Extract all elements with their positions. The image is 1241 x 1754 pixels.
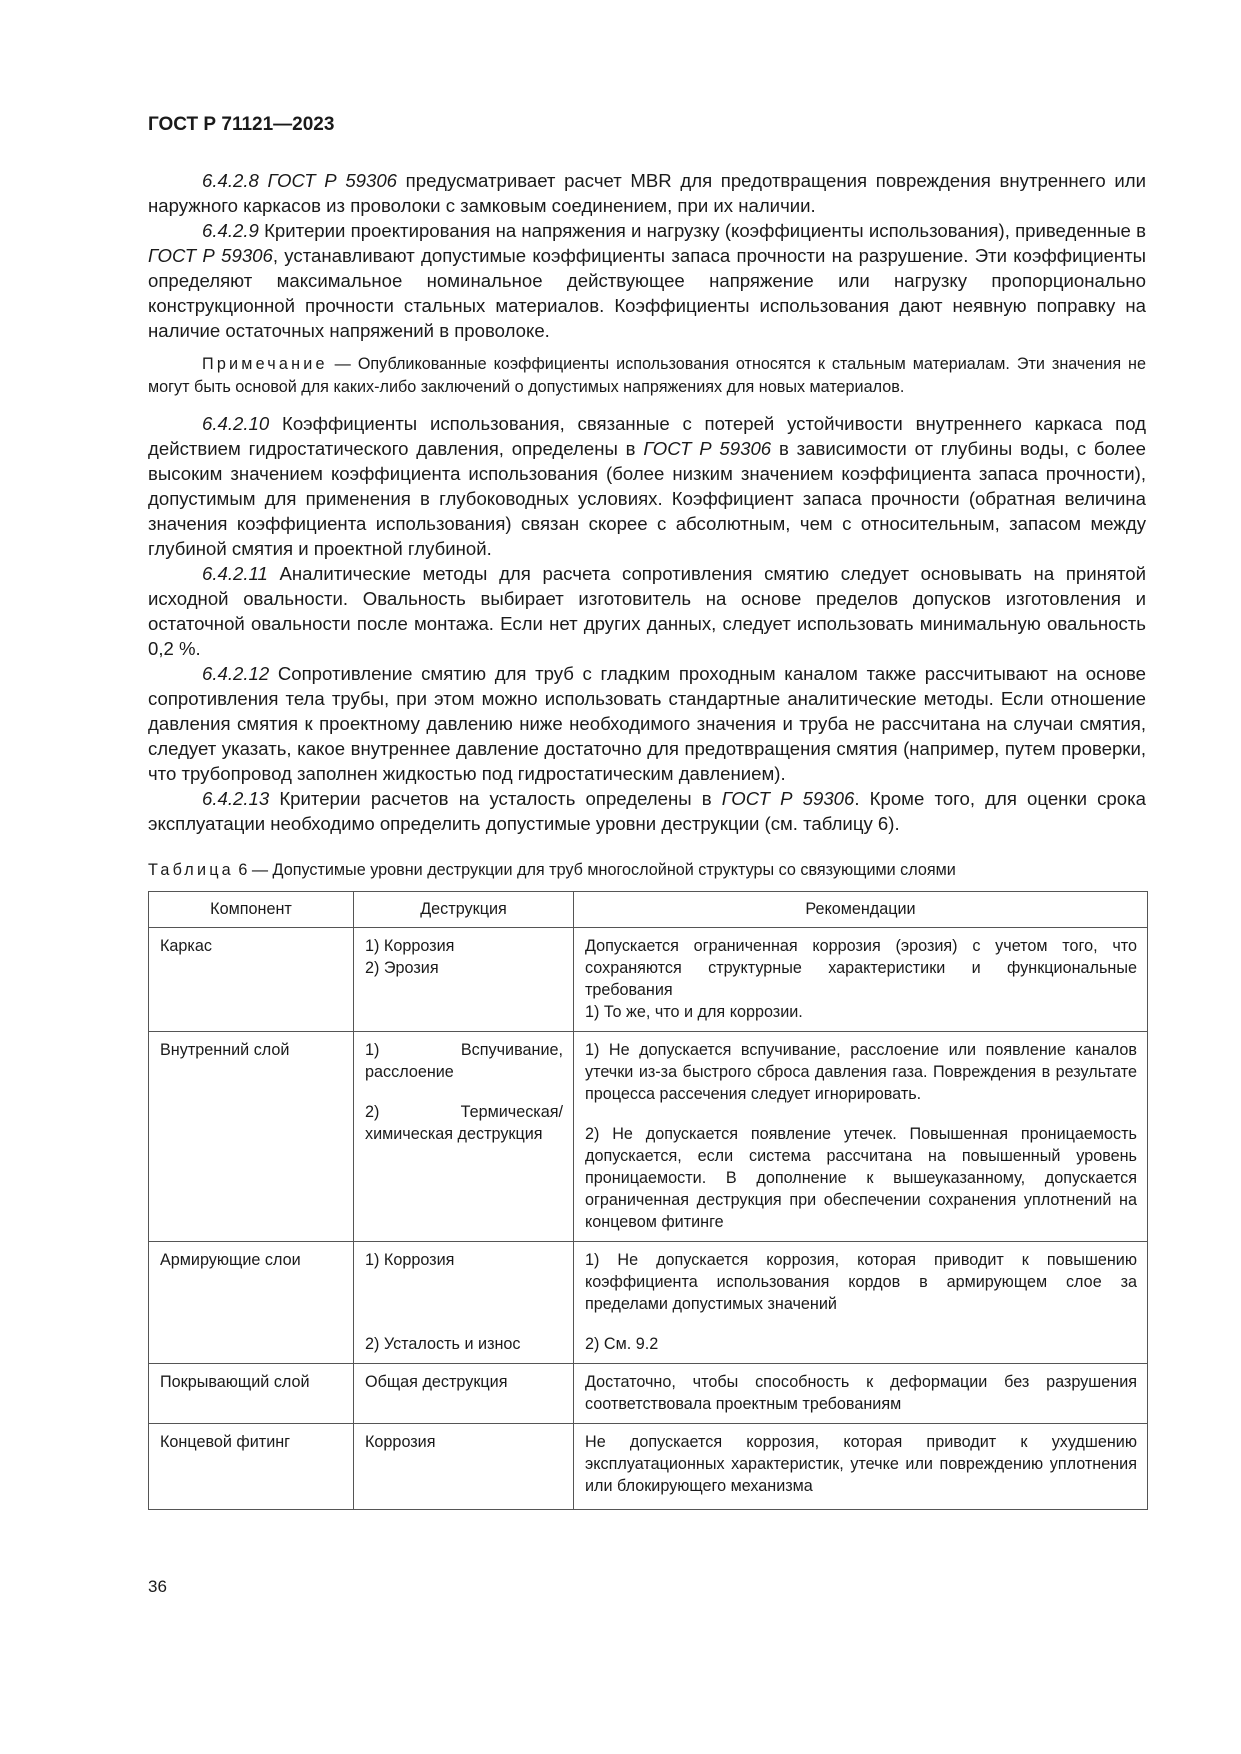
table-row (149, 1242, 1148, 1364)
degradation-cell: Коррозия (354, 1424, 574, 1510)
clause-6-4-2-11 (148, 561, 1146, 661)
clause-number: 6.4.2.12 (202, 663, 270, 684)
table-row (149, 928, 1148, 1032)
table-row (149, 1424, 1148, 1510)
table-caption-text: 6 — Допустимые уровни деструкции для труб многослойной структуры со связующими слоями (233, 861, 956, 879)
note-text: — Опубликованные коэффициенты использования относятся к стальным материалам. Эти значения не могут быть основой для каких-либо заключений о допустимых напряжениях для новых материалов. (148, 355, 1146, 396)
page-number: 36 (148, 1577, 167, 1596)
clause-6-4-2-12 (148, 661, 1146, 786)
clause-text: , устанавливают допустимые коэффициенты запаса прочности на разрушение. Эти коэффициенты определяют максимальное номинальное действующее напряжение или нагрузку пропорционально конструкционной прочности стальных материалов. Коэффициенты использования дают неявную поправку на наличие остаточных напряжений в проволоке. (148, 245, 1146, 341)
note-label: Примечание (202, 355, 328, 373)
degradation-cell: 1) Коррозия 2) Эрозия (354, 928, 574, 1032)
component-cell: Покрывающий слой (149, 1364, 354, 1424)
standard-reference: ГОСТ Р 59306 (267, 170, 398, 191)
component-cell: Армирующие слои (149, 1242, 354, 1364)
recommendation-cell: Допускается ограниченная коррозия (эрозия) с учетом того, что сохраняются структурные характеристики и функциональные требования 1) То же, что и для коррозии. (574, 928, 1148, 1032)
clause-number: 6.4.2.8 (202, 170, 259, 191)
clause-text: Сопротивление смятию для труб с гладким проходным каналом также рассчитывают на основе сопротивления тела трубы, при этом можно использовать стандартные аналитические методы. Если отношение давления смятия к проектному давлению ниже необходимого значения и труба не рассчитана на случаи смятия, следует указать, какое внутреннее давление достаточно для предотвращения смятия (например, путем проверки, что трубопровод заполнен жидкостью под гидростатическим давлением). (148, 663, 1146, 784)
component-cell: Внутренний слой (149, 1032, 354, 1242)
column-header: Компонент (149, 892, 354, 928)
clause-text: Критерии расчетов на усталость определены в (269, 788, 722, 809)
column-header: Рекомендации (574, 892, 1148, 928)
clause-text: Коэффициенты использования, связанные с потерей устойчивости внутреннего каркаса под действием гидростатического давления, определены в (148, 413, 1146, 459)
recommendation-cell: 1) Не допускается коррозия, которая приводит к повышению коэффициента использования кордов в армирующем слое за пределами допустимых значений 2) См. 9.2 (574, 1242, 1148, 1364)
degradation-cell: 1) Вспучивание, расслоение 2) Термическая/химическая деструкция (354, 1032, 574, 1242)
degradation-cell: 1) Коррозия 2) Усталость и износ (354, 1242, 574, 1364)
clause-text: в зависимости от глубины воды, с более высоким значением коэффициента использования (более низким значением коэффициента запаса прочности), допустимым для применения в глубоководных условиях. Коэффициент запаса прочности (обратная величина значения коэффициента использования) связан скорее с абсолютным, чем с относительным, запасом между глубиной смятия и проектной глубиной. (148, 438, 1146, 559)
component-cell: Концевой фитинг (149, 1424, 354, 1510)
table-row (149, 1364, 1148, 1424)
degradation-cell: Общая деструкция (354, 1364, 574, 1424)
clause-6-4-2-10 (148, 411, 1146, 561)
component-cell: Каркас (149, 928, 354, 1032)
standard-reference: ГОСТ Р 59306 (721, 788, 855, 809)
clause-6-4-2-8 (148, 168, 1146, 218)
clause-number: 6.4.2.9 (202, 220, 259, 241)
degradation-table (148, 891, 1148, 1510)
column-header: Деструкция (354, 892, 574, 928)
clause-6-4-2-13 (148, 786, 1146, 836)
table-row (149, 1032, 1148, 1242)
clause-text: предусматривает расчет MBR для предотвращения повреждения внутреннего или наружного каркасов из проволоки с замковым соединением, при их наличии. (148, 170, 1146, 216)
document-body (148, 168, 1146, 1510)
recommendation-cell: Достаточно, чтобы способность к деформации без разрушения соответствовала проектным требованиям (574, 1364, 1148, 1424)
clause-number: 6.4.2.10 (202, 413, 270, 434)
table-caption (148, 858, 1146, 883)
clause-text: Критерии проектирования на напряжения и нагрузку (коэффициенты использования), приведенные в (258, 220, 1146, 241)
standard-reference: ГОСТ Р 59306 (148, 245, 273, 266)
clause-number: 6.4.2.11 (202, 563, 268, 584)
recommendation-cell: 1) Не допускается вспучивание, расслоение или появление каналов утечки из-за быстрого сброса давления газа. Повреждения в результате процесса рассечения следует игнорировать. 2) Не допускается появление утечек. Повышенная проницаемость допускается, если система рассчитана на повышенный уровень проницаемости. В дополнение к вышеуказанному, допускается ограниченная деструкция при обеспечении сохранения уплотнений на концевом фитинге (574, 1032, 1148, 1242)
clause-6-4-2-9 (148, 218, 1146, 343)
clause-number: 6.4.2.13 (202, 788, 270, 809)
standard-reference: ГОСТ Р 59306 (643, 438, 772, 459)
table-header-row (149, 892, 1148, 928)
table-caption-label: Таблица (148, 861, 234, 879)
note (148, 353, 1146, 399)
clause-text: . Кроме того, для оценки срока эксплуатации необходимо определить допустимые уровни деструкции (см. таблицу 6). (148, 788, 1146, 834)
recommendation-cell: Не допускается коррозия, которая приводит к ухудшению эксплуатационных характеристик, утечке или повреждению уплотнения или блокирующего механизма (574, 1424, 1148, 1510)
document-header: ГОСТ Р 71121—2023 (148, 114, 335, 135)
clause-text: Аналитические методы для расчета сопротивления смятию следует основывать на принятой исходной овальности. Овальность выбирает изготовитель на основе пределов допусков изготовления и остаточной овальности после монтажа. Если нет других данных, следует использовать минимальную овальность 0,2 %. (148, 563, 1146, 659)
